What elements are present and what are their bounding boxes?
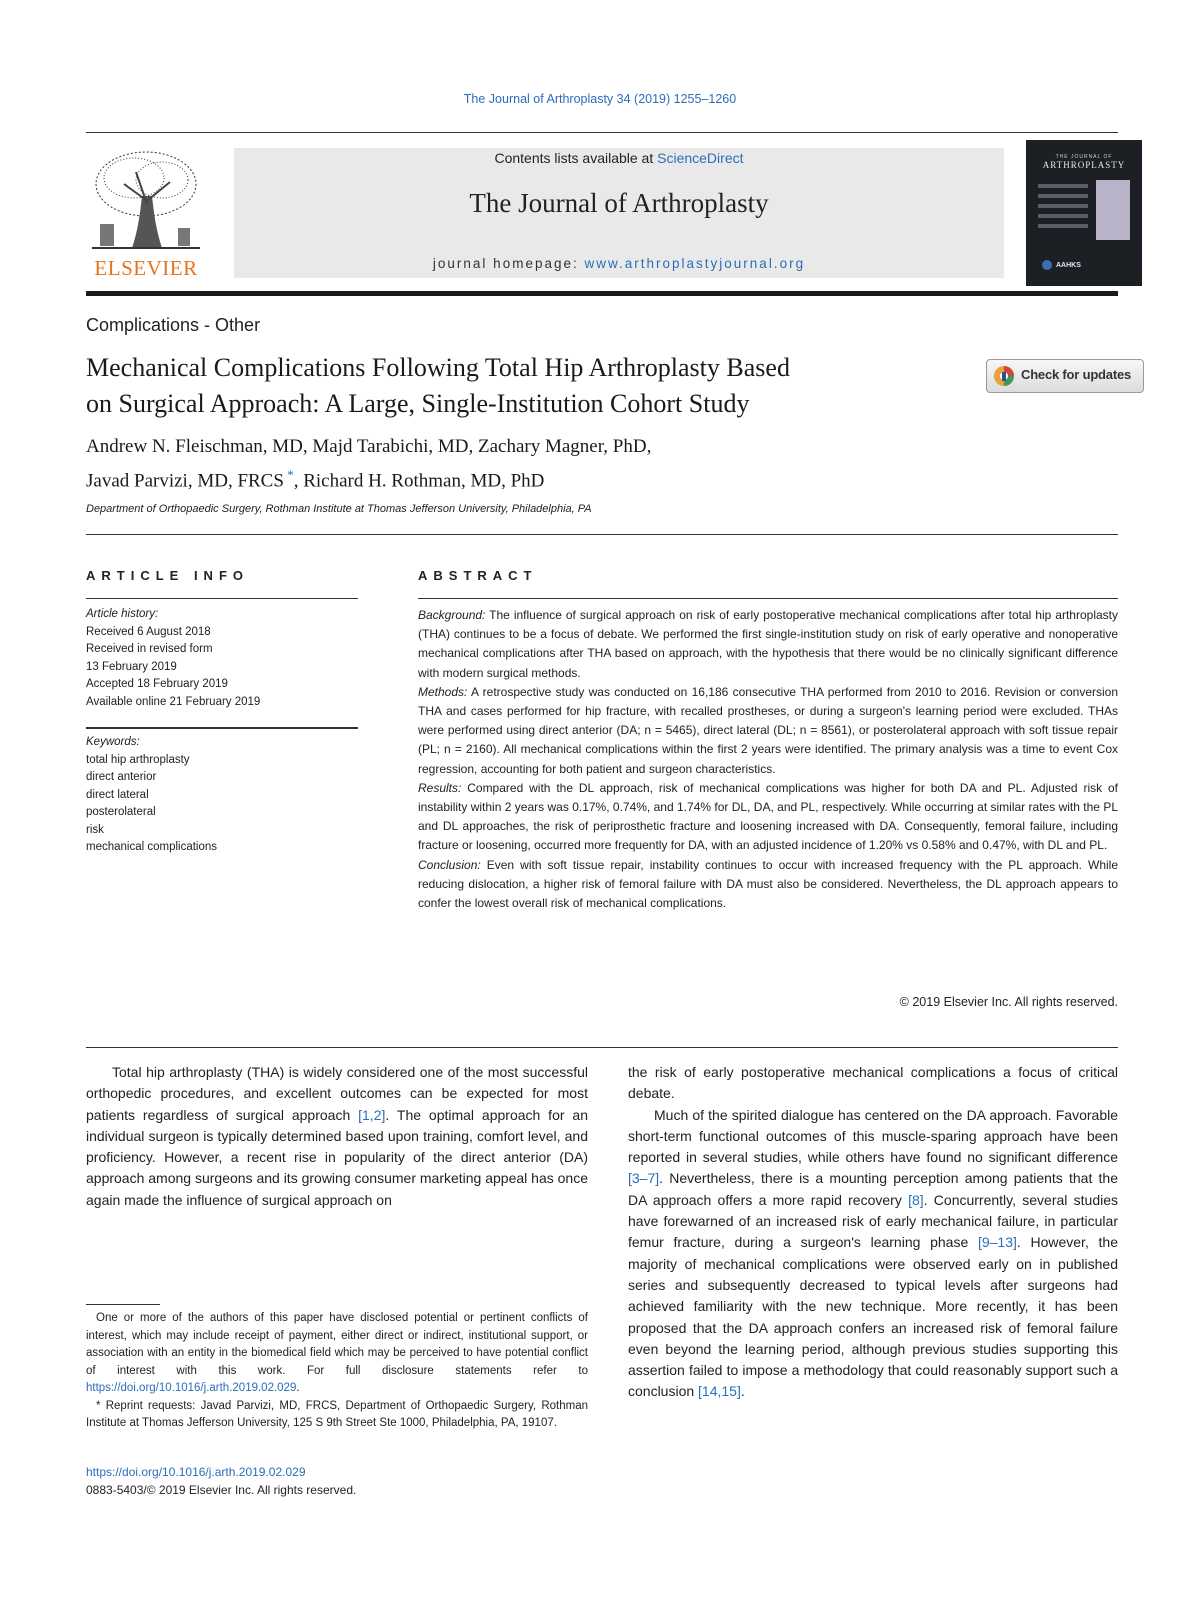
keyword-item: direct anterior xyxy=(86,771,157,783)
check-updates-icon xyxy=(993,365,1015,387)
abstract-body xyxy=(418,606,1118,913)
keyword-item: total hip arthroplasty xyxy=(86,753,190,766)
keyword-item: risk xyxy=(86,823,104,836)
footnote-divider xyxy=(86,1304,160,1305)
journal-citation[interactable]: The Journal of Arthroplasty 34 (2019) 1255–1260 xyxy=(463,92,737,106)
p2-text-b: . Nevertheless, there is a mounting perception among patients that the DA approach offers a more rapid recovery xyxy=(628,1170,1118,1208)
p2-text-d: . However, the majority of mechanical complications were observed early on in published series and subsequently decreased to typical levels after surgeons had achieved familiarity with the new technique. More recently, it has been proposed that the DA approach confers an increased risk of femoral failure even beyond the learning period, although previous studies supporting this assertion failed to impose a methodology that could reasonably support such a conclusion xyxy=(628,1234,1118,1400)
journal-title: The Journal of Arthroplasty xyxy=(469,188,769,218)
body-right-column xyxy=(628,1062,1118,1403)
reference-link[interactable]: [14,15] xyxy=(698,1383,741,1400)
publisher-wordmark: ELSEVIER xyxy=(94,256,198,280)
journal-cover-thumbnail[interactable] xyxy=(1026,140,1142,286)
keywords-label: Keywords: xyxy=(86,736,140,748)
contents-prefix: Contents lists available at xyxy=(494,150,658,166)
history-item: 13 February 2019 xyxy=(86,660,177,673)
check-for-updates-button[interactable] xyxy=(986,359,1144,393)
article-info-heading: ARTICLE INFO xyxy=(86,568,249,583)
methods-text: A retrospective study was conducted on 16,186 consecutive THA performed from 2010 to 2016. Revision or conversion THA and cases performed for hip fracture, with recalled prostheses, or during a surgeon's learning period were excluded. THAs were performed using direct anterior (DA; n = 5465), direct lateral (DL; n = 8561), or posterolateral approach with soft tissue repair (PL; n = 2160). All mechanical complications within the first 2 years were identified. The primary analysis was a time to event Cox regression, accounting for both patient and surgeon characteristics. xyxy=(418,684,1118,776)
abstract-methods xyxy=(418,683,1118,779)
history-item: Accepted 18 February 2019 xyxy=(86,678,228,690)
head-divider xyxy=(86,534,1118,535)
cover-badge xyxy=(1042,260,1081,270)
body-divider xyxy=(86,1047,1118,1048)
intro-paragraph-1 xyxy=(86,1062,588,1211)
homepage-link[interactable]: www.arthroplastyjournal.org xyxy=(584,256,806,271)
authors-line-2 xyxy=(86,461,986,495)
issn-copyright: 0883-5403/© 2019 Elsevier Inc. All rights reserved. xyxy=(86,1483,357,1497)
reference-link[interactable]: [1,2] xyxy=(358,1106,386,1123)
footnotes xyxy=(86,1310,588,1433)
history-item: Received in revised form xyxy=(86,643,213,655)
reference-link[interactable]: [9–13] xyxy=(977,1234,1017,1251)
author-affiliation: Department of Orthopaedic Surgery, Rothman Institute at Thomas Jefferson University, Philadelphia, PA xyxy=(86,503,592,515)
title-line-2: on Surgical Approach: A Large, Single-Institution Cohort Study xyxy=(86,389,750,418)
results-label: Results: xyxy=(418,780,462,795)
tree-icon xyxy=(84,144,208,254)
check-updates-label: Check for updates xyxy=(1021,367,1132,382)
cover-figure-2 xyxy=(1038,184,1088,188)
article-doi-link[interactable]: https://doi.org/10.1016/j.arth.2019.02.029 xyxy=(86,1465,306,1479)
abstract-copyright: © 2019 Elsevier Inc. All rights reserved. xyxy=(899,995,1118,1009)
conflict-footnote xyxy=(86,1310,588,1398)
top-divider xyxy=(86,132,1118,133)
intro-text-b: . The optimal approach for an individual surgeon is typically determined based upon training, comfort level, and proficiency. However, a recent rise in popularity of the direct anterior (DA) approach among surgeons and its growing consumer marketing appeal has once again made the influence of surgical approach on xyxy=(86,1106,588,1208)
cover-title-small: THE JOURNAL OF xyxy=(1055,154,1113,160)
background-label: Background: xyxy=(418,608,486,622)
homepage-prefix: journal homepage: xyxy=(432,256,585,271)
cover-title: ARTHROPLASTY xyxy=(1042,160,1126,170)
conclusion-text: Even with soft tissue repair, instability continues to occur with increased frequency with the PL approach. While reducing dislocation, a higher risk of femoral failure with DA must also be considered. Nevertheless, the DL approach appears to confer the lowest overall risk of mechanical complications. xyxy=(418,857,1118,911)
p2-text-a: Much of the spirited dialogue has centered on the DA approach. Favorable short-term functional outcomes of this muscle-sparing approach have been reported in several studies, while others have found no significant difference xyxy=(628,1106,1118,1166)
intro-paragraph-1-cont: the risk of early postoperative mechanical complications a focus of critical debate. xyxy=(628,1064,1118,1102)
body-left-column xyxy=(86,1062,588,1211)
keyword-item: posterolateral xyxy=(86,806,156,818)
results-text: Compared with the DL approach, risk of mechanical complications was higher for both DA and PL. Adjusted risk of instability within 2 years was 0.17%, 0.74%, and 1.74% for DL, DA, and PL, respectively. While occurring at similar rates with the PL and DL approaches, the risk of periprosthetic fracture and loosening increased with DA. Consequently, femoral failure, including fracture or loosening, occurred more frequently for DA, with an adjusted incidence of 1.20% vs 0.58% and 0.47%, with DL and PL. xyxy=(418,780,1118,853)
reprint-footnote xyxy=(86,1398,588,1433)
history-item: Available online 21 February 2019 xyxy=(86,695,261,708)
article-title xyxy=(86,350,966,422)
conflict-text-a: One or more of the authors of this paper have disclosed potential or pertinent conflicts of interest, which may include receipt of payment, either direct or indirect, institutional support, or association with an entity in the biomedical field which may be perceived to have potential conflict of interest with this work. For full disclosure statements refer to xyxy=(86,1312,588,1377)
p2-text-c: . Concurrently, several studies have forewarned of an increased risk of early mechanical failure, in particular femur fracture, during a surgeon's learning phase xyxy=(628,1191,1119,1251)
abstract-results xyxy=(418,779,1118,856)
keyword-item: mechanical complications xyxy=(86,841,218,853)
header-thick-divider xyxy=(86,291,1118,296)
reprint-text: Reprint requests: Javad Parvizi, MD, FRCS, Department of Orthopaedic Surgery, Rothman Institute at Thomas Jefferson University, 125 S 9th Street Ste 1000, Philadelphia, PA, 19107. xyxy=(86,1399,589,1429)
abstract-heading: ABSTRACT xyxy=(418,568,538,583)
author-list xyxy=(86,433,986,495)
article-section-label: Complications - Other xyxy=(86,315,261,335)
journal-masthead xyxy=(234,148,1004,278)
reprint-star: * xyxy=(96,1399,106,1412)
history-label: Article history: xyxy=(86,608,159,620)
badge-circle-icon xyxy=(1042,260,1052,270)
article-info-divider xyxy=(86,598,358,599)
reference-link[interactable]: [8] xyxy=(908,1191,924,1208)
homepage-line xyxy=(234,256,1004,271)
author-parvizi: Javad Parvizi, MD, FRCS xyxy=(86,470,284,492)
abstract-divider xyxy=(418,598,1118,599)
cover-figure xyxy=(1096,180,1130,240)
conflict-doi-link[interactable]: https://doi.org/10.1016/j.arth.2019.02.029 xyxy=(86,1382,297,1394)
reference-link[interactable]: [3–7] xyxy=(628,1170,660,1187)
keywords xyxy=(86,734,358,857)
keyword-item: direct lateral xyxy=(86,788,149,801)
conflict-text-b: . xyxy=(296,1382,300,1394)
conclusion-label: Conclusion: xyxy=(418,857,481,872)
article-history xyxy=(86,606,358,711)
keywords-divider xyxy=(86,727,358,729)
intro-text-a: Total hip arthroplasty (THA) is widely considered one of the most successful orthopedic procedures, and excellent outcomes can be expected for most patients regardless of surgical approach xyxy=(86,1064,588,1123)
contents-line xyxy=(234,150,1004,166)
abstract-background xyxy=(418,606,1118,683)
cover-badge-text: AAHKS xyxy=(1056,261,1081,269)
methods-label: Methods: xyxy=(418,684,468,699)
corresponding-author-mark[interactable]: * xyxy=(283,467,294,482)
authors-rest: , Richard H. Rothman, MD, PhD xyxy=(293,470,545,492)
intro-paragraph-2 xyxy=(628,1105,1118,1403)
background-text: The influence of surgical approach on risk of early postoperative mechanical complications after total hip arthroplasty (THA) continues to be a focus of debate. We performed the first single-institution study on risk of early operative and nonoperative mechanical complications after THA based on approach, with the hypothesis that there would be no clinically significant difference with modern surgical methods. xyxy=(418,608,1118,680)
p2-text-e: . xyxy=(740,1383,745,1400)
publisher-logo[interactable] xyxy=(84,144,208,282)
sciencedirect-link[interactable]: ScienceDirect xyxy=(657,150,744,166)
abstract-conclusion xyxy=(418,856,1118,914)
title-line-1: Mechanical Complications Following Total Hip Arthroplasty Based xyxy=(86,353,790,382)
authors-line-1: Andrew N. Fleischman, MD, Majd Tarabichi, MD, Zachary Magner, PhD, xyxy=(86,436,652,457)
history-item: Received 6 August 2018 xyxy=(86,625,211,638)
